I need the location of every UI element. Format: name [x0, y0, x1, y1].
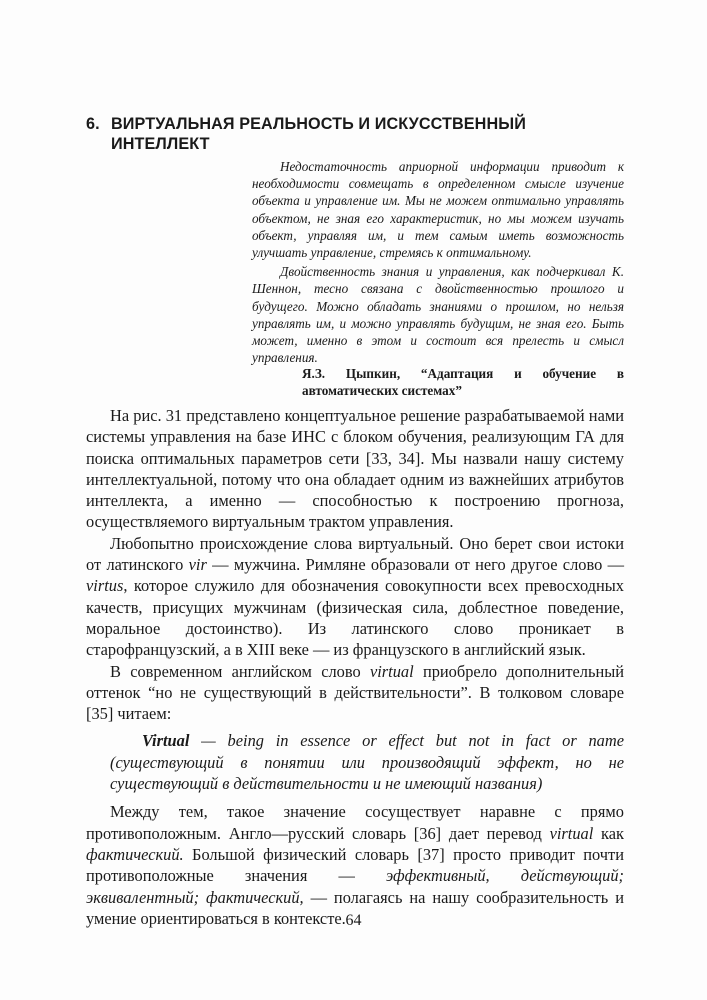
- text-run: приобрело дополнительный оттенок “но не существующий в действительности”. В толковом словаре [35] читаем:: [86, 661, 624, 724]
- latin-term: vir: [188, 555, 207, 575]
- chapter-title: ВИРТУАЛЬНАЯ РЕАЛЬНОСТЬ И ИСКУССТВЕННЫЙ ИНТЕЛЛЕКТ: [111, 115, 526, 153]
- epigraph: [252, 158, 624, 366]
- epigraph-paragraph: Двойственность знания и управления, как подчеркивал К. Шеннон, тесно связана с двойственностью прошлого и будущего. Можно обладать знаниями о прошлом, но нельзя управлять им, и можно управлять будущим, не зная его. Быть может, именно в этом и состоит вся прелесть и смысл управления.: [252, 264, 624, 366]
- quote-term: Virtual: [142, 731, 190, 751]
- epigraph-attribution: Я.З. Цыпкин, “Адаптация и обучение в автоматических системах”: [302, 366, 624, 398]
- text-run: Любопытно происхождение слова виртуальный. Оно берет свои истоки от латинского: [86, 533, 624, 575]
- text-run: Между тем, такое значение сосуществует наравне с прямо противоположным. Англо—русский словарь [36] дает перевод: [86, 802, 624, 843]
- text-run: , которое служило для обозначения совокупности всех превосходных качеств, присущих мужчинам (физическая сила, доблестное поведение, моральное достоинство). Из латинского слово проникает в старофранцузский, а в XIII веке — из французского в английский язык.: [86, 576, 624, 660]
- body-text: [86, 405, 624, 929]
- text-run: — полагаясь на нашу сообразительность и умение ориентироваться в контексте.: [86, 887, 624, 928]
- paragraph: На рис. 31 представлено концептуальное решение разрабатываемой нами системы управления на базе ИНС с блоком обучения, реализующим ГА для поиска оптимальных параметров сети [33, 34]. Мы назвали нашу систему интеллектуальной, потому что она обладает одним из важнейших атрибутов интеллекта, а именно — способностью к построению прогноза, осуществляемого виртуальным трактом управления.: [86, 406, 624, 532]
- russian-terms: эффективный, действующий; эквивалентный; фактический,: [86, 866, 624, 907]
- text-run: Большой физический словарь [37] просто приводит почти противоположные значения —: [86, 844, 624, 886]
- dictionary-quote: [86, 730, 624, 794]
- paragraph: [86, 801, 624, 929]
- text-run: — мужчина. Римляне образовали от него другое слово —: [206, 555, 624, 575]
- english-term: virtual: [549, 823, 594, 843]
- epigraph-paragraph: Недостаточность априорной информации приводит к необходимости совмещать в определенном смысле изучение объекта и управление им. Мы не можем оптимально управлять объектом, не зная его характеристик, но мы можем изучать объект, управляя им, и тем самым иметь возможность улучшать управление, стремясь к оптимальному.: [252, 159, 624, 261]
- chapter-number: 6.: [86, 115, 100, 133]
- text-run: В современном английском слово: [110, 661, 370, 681]
- text-run: как: [593, 823, 624, 843]
- page-number: 64: [345, 912, 362, 929]
- quote-text: — being in essence or effect but not in fact or name (существующий в понятии или производящий эффект, но не существующий в действительности и не имеющий названия): [110, 731, 624, 794]
- latin-term: virtus: [86, 576, 124, 596]
- paragraph: [86, 661, 624, 725]
- english-term: virtual: [369, 661, 414, 681]
- russian-term: фактический.: [86, 844, 184, 864]
- paragraph: [86, 533, 624, 661]
